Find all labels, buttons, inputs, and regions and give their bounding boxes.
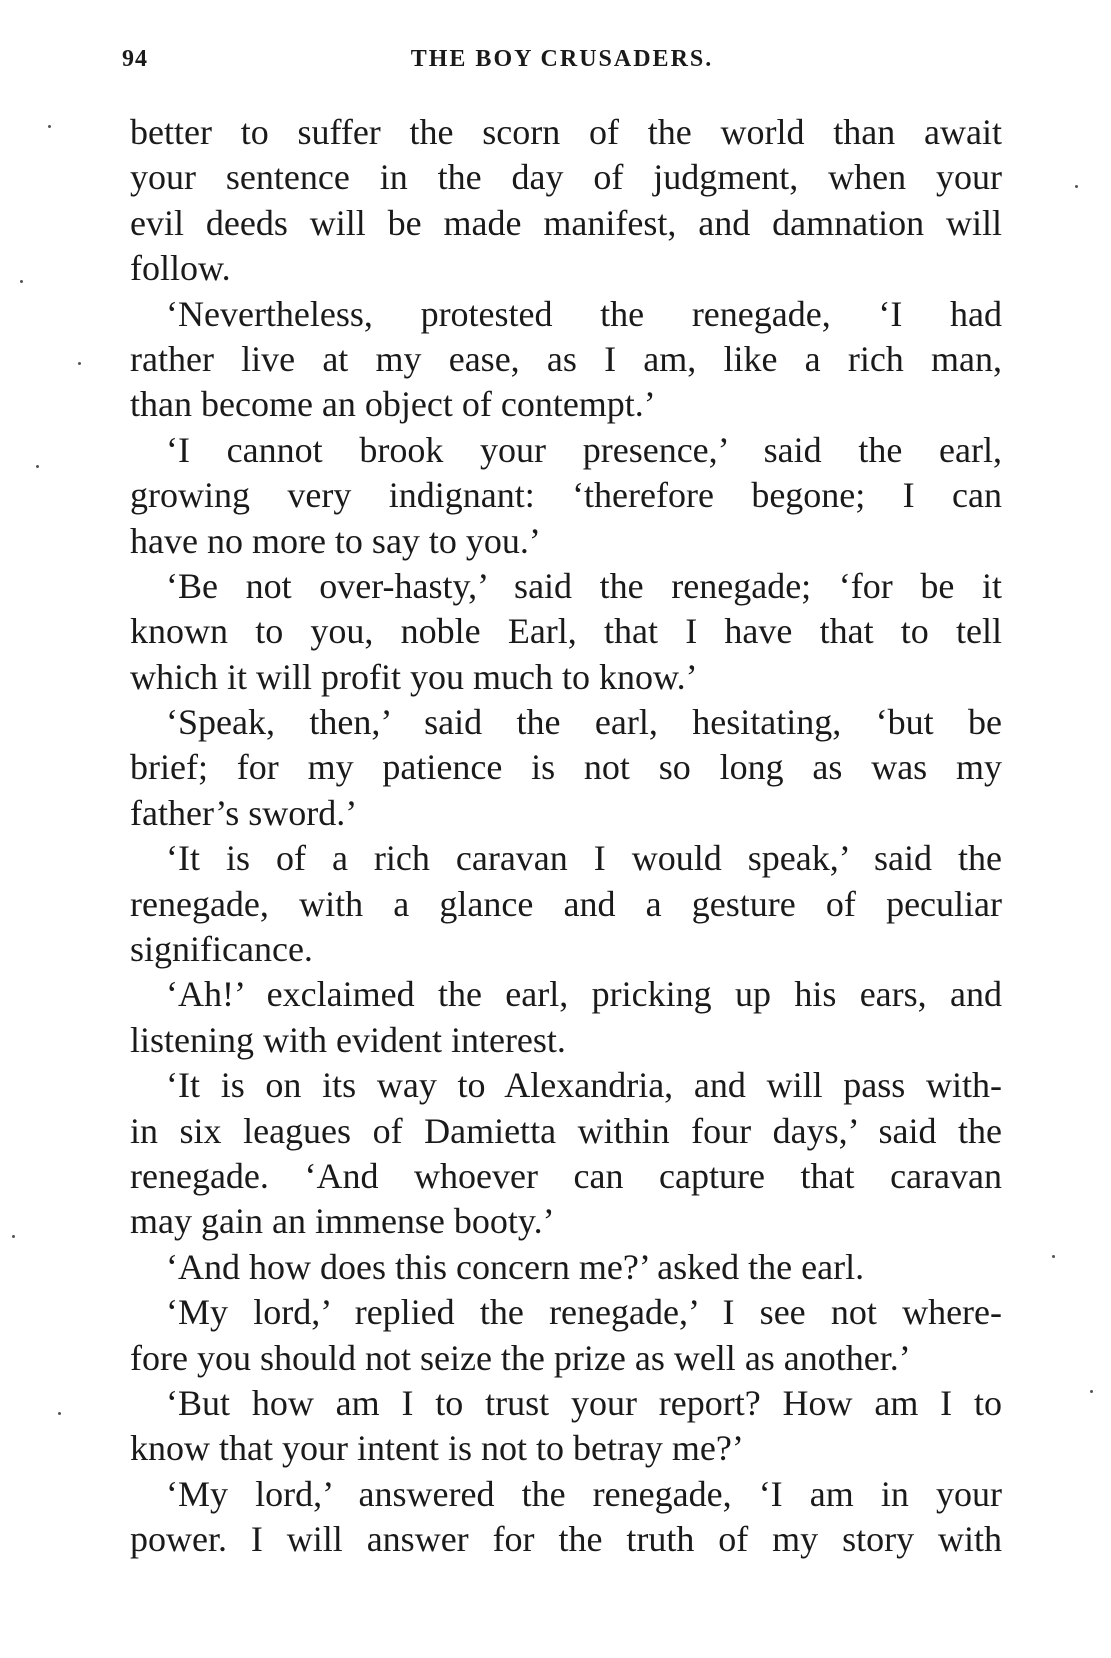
text-line: ‘I cannot brook your presence,’ said the earl, bbox=[166, 429, 1002, 470]
text-line: ‘Be not over-hasty,’ said the renegade; ‘for be it bbox=[166, 565, 1002, 606]
text-line: ‘Ah!’ exclaimed the earl, pricking up his ears, and bbox=[166, 974, 1002, 1015]
text-line: ‘Nevertheless, protested the renegade, ‘I had bbox=[166, 293, 1002, 334]
text-line: known to you, noble Earl, that I have that to tell bbox=[130, 611, 1002, 652]
text-line: ‘And how does this concern me?’ asked the earl. bbox=[166, 1246, 865, 1287]
text-line: than become an object of contempt.’ bbox=[130, 384, 656, 425]
text-line: follow. bbox=[130, 248, 231, 289]
text-line: ‘It is on its way to Alexandria, and will pass with- bbox=[166, 1065, 1002, 1106]
text-line: have no more to say to you.’ bbox=[130, 520, 541, 561]
text-line: better to suffer the scorn of the world than await bbox=[130, 112, 1002, 152]
text-line: growing very indignant: ‘therefore begone; I can bbox=[130, 475, 1002, 516]
scan-speck bbox=[36, 465, 39, 468]
scan-speck bbox=[58, 1412, 61, 1415]
scan-speck bbox=[48, 125, 51, 128]
running-head bbox=[122, 46, 1002, 86]
text-line: which it will profit you much to know.’ bbox=[130, 656, 698, 697]
text-line: evil deeds will be made manifest, and damnation will bbox=[130, 202, 1002, 243]
text-line: know that your intent is not to betray me?’ bbox=[130, 1428, 744, 1469]
text-line: renegade, with a glance and a gesture of peculiar bbox=[130, 883, 1002, 924]
text-line: listening with evident interest. bbox=[130, 1019, 566, 1060]
text-line: your sentence in the day of judgment, when your bbox=[130, 157, 1002, 198]
page-number: 94 bbox=[122, 46, 148, 72]
text-line: ‘But how am I to trust your report? How am I to bbox=[166, 1382, 1002, 1423]
scan-speck bbox=[1090, 1390, 1093, 1393]
text-line: fore you should not seize the prize as well as another.’ bbox=[130, 1337, 911, 1378]
text-line: ‘Speak, then,’ said the earl, hesitating, ‘but be bbox=[166, 702, 1002, 743]
text-line: brief; for my patience is not so long as was my bbox=[130, 747, 1002, 788]
text-line: ‘My lord,’ answered the renegade, ‘I am in your bbox=[166, 1473, 1002, 1514]
scan-speck bbox=[78, 362, 81, 365]
text-line: may gain an immense booty.’ bbox=[130, 1201, 555, 1242]
scan-speck bbox=[20, 280, 23, 283]
text-line: significance. bbox=[130, 929, 313, 970]
text-line: renegade. ‘And whoever can capture that caravan bbox=[130, 1155, 1002, 1196]
scan-speck bbox=[1052, 1255, 1055, 1258]
text-line: power. I will answer for the truth of my story with bbox=[130, 1519, 1002, 1560]
text-line: ‘My lord,’ replied the renegade,’ I see not where- bbox=[166, 1292, 1002, 1333]
scan-speck bbox=[1075, 185, 1078, 188]
text-line: rather live at my ease, as I am, like a rich man, bbox=[130, 338, 1002, 379]
scan-speck bbox=[12, 1235, 15, 1238]
body-text bbox=[130, 110, 1002, 1563]
text-line: father’s sword.’ bbox=[130, 792, 358, 833]
text-line: in six leagues of Damietta within four days,’ said the bbox=[130, 1110, 1002, 1151]
running-title: THE BOY CRUSADERS. bbox=[410, 46, 714, 72]
text-line: ‘It is of a rich caravan I would speak,’ said the bbox=[166, 838, 1002, 879]
